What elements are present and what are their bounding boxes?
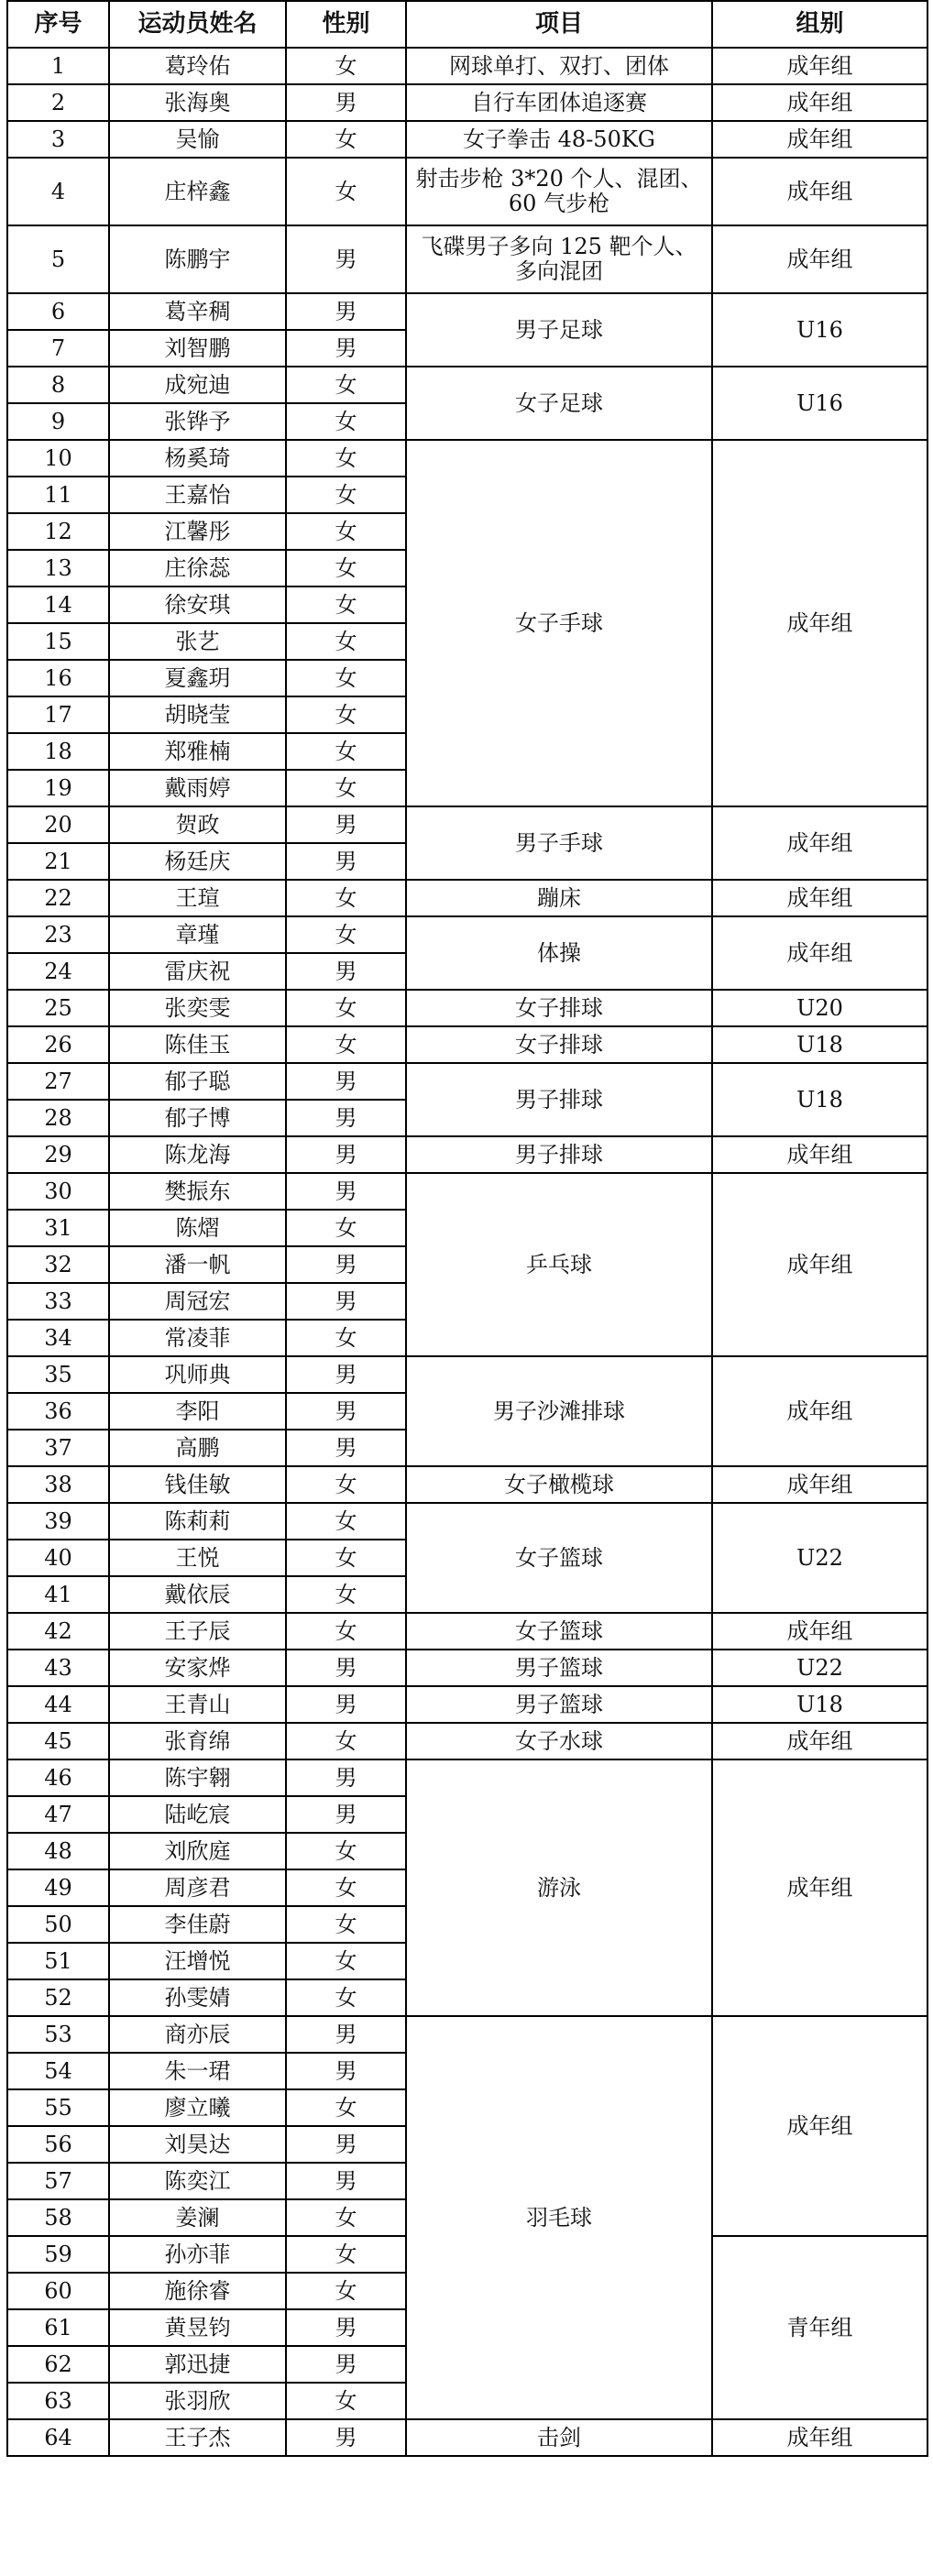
cell-gender: 女 — [286, 121, 406, 158]
cell-number: 28 — [7, 1100, 109, 1136]
cell-gender: 女 — [286, 2383, 406, 2419]
cell-number: 3 — [7, 121, 109, 158]
cell-event: 男子沙滩排球 — [406, 1356, 712, 1466]
cell-gender: 女 — [286, 1576, 406, 1613]
cell-athlete-name: 陈莉莉 — [109, 1503, 286, 1540]
cell-athlete-name: 廖立曦 — [109, 2089, 286, 2126]
cell-gender: 女 — [286, 916, 406, 953]
cell-athlete-name: 张育绵 — [109, 1723, 286, 1759]
cell-number: 49 — [7, 1869, 109, 1906]
cell-event: 女子拳击 48-50KG — [406, 121, 712, 158]
cell-group: U18 — [712, 1063, 928, 1136]
cell-group: 成年组 — [712, 2419, 928, 2456]
cell-athlete-name: 孙雯婧 — [109, 1979, 286, 2016]
cell-number: 12 — [7, 513, 109, 550]
table-row — [7, 916, 928, 953]
cell-gender: 女 — [286, 2236, 406, 2273]
cell-number: 34 — [7, 1320, 109, 1356]
cell-event: 女子水球 — [406, 1723, 712, 1759]
cell-athlete-name: 王嘉怡 — [109, 477, 286, 513]
cell-gender: 女 — [286, 660, 406, 696]
cell-group: 成年组 — [712, 2016, 928, 2236]
table-row — [7, 1356, 928, 1393]
cell-number: 50 — [7, 1906, 109, 1943]
cell-gender: 男 — [286, 1356, 406, 1393]
cell-number: 62 — [7, 2346, 109, 2383]
table-row — [7, 440, 928, 477]
cell-gender: 男 — [286, 225, 406, 293]
cell-number: 46 — [7, 1759, 109, 1796]
cell-athlete-name: 雷庆祝 — [109, 953, 286, 990]
cell-athlete-name: 张艺 — [109, 623, 286, 660]
cell-athlete-name: 戴依辰 — [109, 1576, 286, 1613]
cell-number: 61 — [7, 2309, 109, 2346]
cell-event: 女子橄榄球 — [406, 1466, 712, 1503]
header-number: 序号 — [7, 1, 109, 48]
cell-group: U16 — [712, 367, 928, 440]
cell-group: 成年组 — [712, 440, 928, 806]
cell-number: 51 — [7, 1943, 109, 1979]
cell-number: 1 — [7, 48, 109, 84]
cell-number: 30 — [7, 1173, 109, 1210]
cell-number: 21 — [7, 843, 109, 880]
cell-athlete-name: 施徐睿 — [109, 2273, 286, 2309]
cell-athlete-name: 夏鑫玥 — [109, 660, 286, 696]
cell-gender: 男 — [286, 1283, 406, 1320]
cell-athlete-name: 郑雅楠 — [109, 733, 286, 770]
cell-gender: 男 — [286, 2126, 406, 2163]
cell-number: 27 — [7, 1063, 109, 1100]
cell-gender: 男 — [286, 1759, 406, 1796]
cell-group: U18 — [712, 1026, 928, 1063]
header-row — [7, 1, 928, 48]
cell-number: 26 — [7, 1026, 109, 1063]
cell-athlete-name: 胡晓莹 — [109, 696, 286, 733]
cell-athlete-name: 李阳 — [109, 1393, 286, 1430]
cell-number: 31 — [7, 1210, 109, 1246]
cell-athlete-name: 郭迅捷 — [109, 2346, 286, 2383]
cell-athlete-name: 王子辰 — [109, 1613, 286, 1650]
cell-event: 游泳 — [406, 1759, 712, 2016]
table-row — [7, 367, 928, 403]
cell-number: 32 — [7, 1246, 109, 1283]
cell-athlete-name: 陆屹宸 — [109, 1796, 286, 1833]
cell-number: 33 — [7, 1283, 109, 1320]
cell-gender: 男 — [286, 2346, 406, 2383]
cell-gender: 男 — [286, 2016, 406, 2053]
cell-group: U16 — [712, 293, 928, 367]
cell-athlete-name: 章瑾 — [109, 916, 286, 953]
cell-gender: 女 — [286, 2089, 406, 2126]
cell-athlete-name: 商亦辰 — [109, 2016, 286, 2053]
cell-athlete-name: 陈鹏宇 — [109, 225, 286, 293]
cell-number: 53 — [7, 2016, 109, 2053]
cell-number: 54 — [7, 2053, 109, 2089]
cell-athlete-name: 杨奚琦 — [109, 440, 286, 477]
cell-gender: 女 — [286, 990, 406, 1026]
table-row — [7, 225, 928, 293]
cell-number: 63 — [7, 2383, 109, 2419]
cell-athlete-name: 刘欣庭 — [109, 1833, 286, 1869]
cell-event: 蹦床 — [406, 880, 712, 916]
cell-event: 体操 — [406, 916, 712, 990]
cell-number: 45 — [7, 1723, 109, 1759]
table-row — [7, 1136, 928, 1173]
header-athlete-name: 运动员姓名 — [109, 1, 286, 48]
cell-athlete-name: 刘昊达 — [109, 2126, 286, 2163]
cell-athlete-name: 陈宇翱 — [109, 1759, 286, 1796]
cell-number: 39 — [7, 1503, 109, 1540]
cell-athlete-name: 姜澜 — [109, 2199, 286, 2236]
cell-gender: 女 — [286, 1943, 406, 1979]
cell-gender: 男 — [286, 1650, 406, 1686]
cell-gender: 女 — [286, 1906, 406, 1943]
cell-athlete-name: 戴雨婷 — [109, 770, 286, 806]
cell-gender: 女 — [286, 733, 406, 770]
table-row — [7, 48, 928, 84]
cell-athlete-name: 孙亦菲 — [109, 2236, 286, 2273]
cell-number: 7 — [7, 330, 109, 367]
cell-event: 乒乓球 — [406, 1173, 712, 1356]
header-gender: 性别 — [286, 1, 406, 48]
cell-gender: 男 — [286, 806, 406, 843]
cell-athlete-name: 王青山 — [109, 1686, 286, 1723]
table-row — [7, 1466, 928, 1503]
cell-athlete-name: 庄梓鑫 — [109, 158, 286, 225]
athlete-roster-table — [6, 0, 928, 2457]
cell-athlete-name: 朱一珺 — [109, 2053, 286, 2089]
cell-gender: 男 — [286, 2419, 406, 2456]
cell-event: 男子篮球 — [406, 1650, 712, 1686]
header-event: 项目 — [406, 1, 712, 48]
cell-number: 2 — [7, 84, 109, 121]
cell-number: 13 — [7, 550, 109, 586]
cell-gender: 女 — [286, 403, 406, 440]
cell-gender: 女 — [286, 550, 406, 586]
cell-athlete-name: 郁子博 — [109, 1100, 286, 1136]
cell-event: 男子排球 — [406, 1136, 712, 1173]
cell-number: 42 — [7, 1613, 109, 1650]
cell-number: 15 — [7, 623, 109, 660]
cell-gender: 男 — [286, 293, 406, 330]
cell-number: 52 — [7, 1979, 109, 2016]
table-row — [7, 1650, 928, 1686]
cell-gender: 男 — [286, 2053, 406, 2089]
cell-athlete-name: 樊振东 — [109, 1173, 286, 1210]
cell-number: 60 — [7, 2273, 109, 2309]
cell-number: 10 — [7, 440, 109, 477]
cell-group: 成年组 — [712, 158, 928, 225]
cell-group: 成年组 — [712, 121, 928, 158]
cell-athlete-name: 张铧予 — [109, 403, 286, 440]
cell-athlete-name: 汪增悦 — [109, 1943, 286, 1979]
cell-number: 48 — [7, 1833, 109, 1869]
cell-athlete-name: 葛辛稠 — [109, 293, 286, 330]
table-row — [7, 2419, 928, 2456]
cell-athlete-name: 陈佳玉 — [109, 1026, 286, 1063]
cell-gender: 男 — [286, 1430, 406, 1466]
cell-group: 成年组 — [712, 225, 928, 293]
cell-athlete-name: 王瑄 — [109, 880, 286, 916]
cell-athlete-name: 安家烨 — [109, 1650, 286, 1686]
cell-group: 成年组 — [712, 1723, 928, 1759]
table-row — [7, 2016, 928, 2053]
cell-gender: 女 — [286, 1320, 406, 1356]
cell-number: 25 — [7, 990, 109, 1026]
table-row — [7, 1613, 928, 1650]
cell-event: 射击步枪 3*20 个人、混团、60 气步枪 — [406, 158, 712, 225]
cell-number: 23 — [7, 916, 109, 953]
cell-event: 男子足球 — [406, 293, 712, 367]
cell-athlete-name: 成宛迪 — [109, 367, 286, 403]
cell-athlete-name: 常凌菲 — [109, 1320, 286, 1356]
cell-number: 8 — [7, 367, 109, 403]
cell-gender: 男 — [286, 84, 406, 121]
cell-number: 18 — [7, 733, 109, 770]
cell-event: 女子排球 — [406, 1026, 712, 1063]
cell-gender: 男 — [286, 330, 406, 367]
cell-group: U20 — [712, 990, 928, 1026]
cell-event: 男子篮球 — [406, 1686, 712, 1723]
cell-gender: 女 — [286, 1723, 406, 1759]
cell-number: 59 — [7, 2236, 109, 2273]
cell-event: 网球单打、双打、团体 — [406, 48, 712, 84]
cell-gender: 男 — [286, 1686, 406, 1723]
cell-gender: 女 — [286, 440, 406, 477]
cell-number: 56 — [7, 2126, 109, 2163]
cell-athlete-name: 庄徐蕊 — [109, 550, 286, 586]
cell-number: 5 — [7, 225, 109, 293]
table-row — [7, 1173, 928, 1210]
cell-gender: 女 — [286, 1979, 406, 2016]
cell-gender: 男 — [286, 2309, 406, 2346]
table-row — [7, 1063, 928, 1100]
cell-athlete-name: 吴愉 — [109, 121, 286, 158]
cell-athlete-name: 巩师典 — [109, 1356, 286, 1393]
cell-group: U22 — [712, 1650, 928, 1686]
cell-group: 成年组 — [712, 84, 928, 121]
header-group: 组别 — [712, 1, 928, 48]
cell-gender: 男 — [286, 843, 406, 880]
cell-group: 成年组 — [712, 1759, 928, 2016]
cell-event: 女子篮球 — [406, 1613, 712, 1650]
cell-event: 女子排球 — [406, 990, 712, 1026]
cell-group: 成年组 — [712, 1613, 928, 1650]
cell-number: 58 — [7, 2199, 109, 2236]
cell-event: 自行车团体追逐赛 — [406, 84, 712, 121]
cell-gender: 男 — [286, 1100, 406, 1136]
cell-group: 青年组 — [712, 2236, 928, 2419]
cell-event: 女子足球 — [406, 367, 712, 440]
cell-number: 11 — [7, 477, 109, 513]
cell-number: 64 — [7, 2419, 109, 2456]
cell-athlete-name: 江馨彤 — [109, 513, 286, 550]
cell-gender: 女 — [286, 1210, 406, 1246]
cell-gender: 男 — [286, 1136, 406, 1173]
cell-athlete-name: 徐安琪 — [109, 586, 286, 623]
cell-number: 19 — [7, 770, 109, 806]
table-row — [7, 1686, 928, 1723]
table-row — [7, 990, 928, 1026]
cell-number: 43 — [7, 1650, 109, 1686]
cell-gender: 男 — [286, 1393, 406, 1430]
cell-number: 40 — [7, 1540, 109, 1576]
cell-group: U18 — [712, 1686, 928, 1723]
cell-event: 男子排球 — [406, 1063, 712, 1136]
cell-gender: 女 — [286, 880, 406, 916]
cell-number: 4 — [7, 158, 109, 225]
table-row — [7, 1026, 928, 1063]
cell-gender: 女 — [286, 1466, 406, 1503]
cell-athlete-name: 王悦 — [109, 1540, 286, 1576]
table-row — [7, 1723, 928, 1759]
cell-athlete-name: 钱佳敏 — [109, 1466, 286, 1503]
cell-group: 成年组 — [712, 806, 928, 880]
cell-event: 羽毛球 — [406, 2016, 712, 2419]
cell-number: 38 — [7, 1466, 109, 1503]
cell-athlete-name: 葛玲佑 — [109, 48, 286, 84]
cell-number: 16 — [7, 660, 109, 696]
cell-gender: 女 — [286, 1503, 406, 1540]
cell-number: 47 — [7, 1796, 109, 1833]
cell-athlete-name: 陈奕江 — [109, 2163, 286, 2199]
cell-athlete-name: 郁子聪 — [109, 1063, 286, 1100]
cell-event: 飞碟男子多向 125 靶个人、多向混团 — [406, 225, 712, 293]
cell-athlete-name: 张海奥 — [109, 84, 286, 121]
cell-gender: 女 — [286, 2199, 406, 2236]
table-row — [7, 121, 928, 158]
cell-gender: 女 — [286, 48, 406, 84]
cell-group: U22 — [712, 1503, 928, 1613]
cell-athlete-name: 杨廷庆 — [109, 843, 286, 880]
cell-group: 成年组 — [712, 48, 928, 84]
cell-number: 20 — [7, 806, 109, 843]
cell-gender: 男 — [286, 1796, 406, 1833]
cell-group: 成年组 — [712, 1356, 928, 1466]
cell-number: 22 — [7, 880, 109, 916]
cell-gender: 女 — [286, 1540, 406, 1576]
cell-gender: 女 — [286, 696, 406, 733]
cell-number: 17 — [7, 696, 109, 733]
cell-number: 24 — [7, 953, 109, 990]
cell-number: 6 — [7, 293, 109, 330]
cell-number: 57 — [7, 2163, 109, 2199]
table-row — [7, 880, 928, 916]
cell-gender: 男 — [286, 2163, 406, 2199]
cell-athlete-name: 王子杰 — [109, 2419, 286, 2456]
cell-gender: 男 — [286, 1246, 406, 1283]
cell-gender: 女 — [286, 586, 406, 623]
cell-group: 成年组 — [712, 1466, 928, 1503]
cell-group: 成年组 — [712, 1136, 928, 1173]
cell-number: 29 — [7, 1136, 109, 1173]
cell-athlete-name: 陈龙海 — [109, 1136, 286, 1173]
cell-number: 9 — [7, 403, 109, 440]
cell-group: 成年组 — [712, 880, 928, 916]
cell-event: 击剑 — [406, 2419, 712, 2456]
cell-gender: 男 — [286, 1063, 406, 1100]
table-body — [7, 48, 928, 2456]
cell-athlete-name: 张奕雯 — [109, 990, 286, 1026]
cell-athlete-name: 黄昱钧 — [109, 2309, 286, 2346]
cell-athlete-name: 张羽欣 — [109, 2383, 286, 2419]
cell-gender: 女 — [286, 367, 406, 403]
table-row — [7, 293, 928, 330]
cell-gender: 女 — [286, 2273, 406, 2309]
table-row — [7, 1759, 928, 1796]
cell-athlete-name: 周冠宏 — [109, 1283, 286, 1320]
cell-athlete-name: 李佳蔚 — [109, 1906, 286, 1943]
cell-number: 36 — [7, 1393, 109, 1430]
cell-athlete-name: 贺政 — [109, 806, 286, 843]
cell-gender: 女 — [286, 1833, 406, 1869]
cell-athlete-name: 陈熠 — [109, 1210, 286, 1246]
table-row — [7, 158, 928, 225]
cell-gender: 女 — [286, 770, 406, 806]
cell-gender: 男 — [286, 1173, 406, 1210]
cell-gender: 女 — [286, 477, 406, 513]
cell-number: 41 — [7, 1576, 109, 1613]
cell-athlete-name: 周彦君 — [109, 1869, 286, 1906]
cell-event: 女子篮球 — [406, 1503, 712, 1613]
table-row — [7, 1503, 928, 1540]
cell-gender: 女 — [286, 623, 406, 660]
cell-number: 55 — [7, 2089, 109, 2126]
cell-gender: 女 — [286, 1869, 406, 1906]
cell-athlete-name: 刘智鹏 — [109, 330, 286, 367]
cell-gender: 女 — [286, 1613, 406, 1650]
table-header — [7, 1, 928, 48]
cell-group: 成年组 — [712, 916, 928, 990]
cell-gender: 女 — [286, 158, 406, 225]
table-row — [7, 84, 928, 121]
cell-number: 35 — [7, 1356, 109, 1393]
cell-group: 成年组 — [712, 1173, 928, 1356]
cell-gender: 女 — [286, 513, 406, 550]
cell-number: 44 — [7, 1686, 109, 1723]
cell-athlete-name: 高鹏 — [109, 1430, 286, 1466]
cell-gender: 男 — [286, 953, 406, 990]
cell-athlete-name: 潘一帆 — [109, 1246, 286, 1283]
cell-number: 37 — [7, 1430, 109, 1466]
cell-event: 男子手球 — [406, 806, 712, 880]
cell-gender: 女 — [286, 1026, 406, 1063]
cell-event: 女子手球 — [406, 440, 712, 806]
cell-number: 14 — [7, 586, 109, 623]
table-row — [7, 806, 928, 843]
